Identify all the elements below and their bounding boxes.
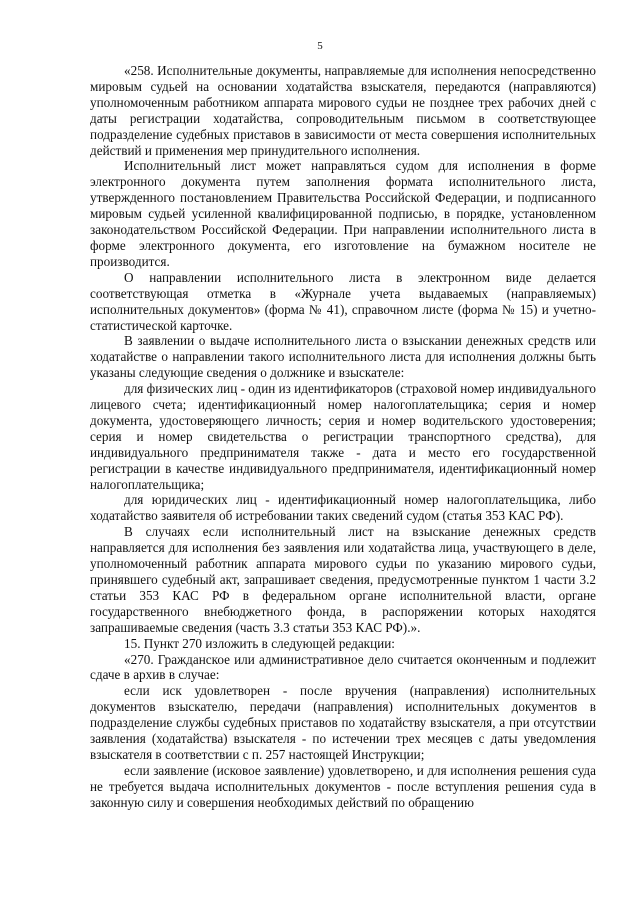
paragraph-individuals: для физических лиц - один из идентификаторов (страховой номер индивидуального лицевого счета; идентификационный номер налогоплательщика; серия и номер документа, удостоверяющего личность; серия и номер водительского удостоверения; серия и номер свидетельства о регистрации транспортного средства), для индивидуального предпринимателя также - дата и место его государственной регистрации в качестве индивидуального предпринимателя, идентификационный номер налогоплательщика; [90,381,596,492]
paragraph-258: «258. Исполнительные документы, направляемые для исполнения непосредственно мировым судьей на основании ходатайства взыскателя, передаются (направляются) уполномоченным работником аппарата мирового судьи не позднее трех рабочих дней с даты регистрации ходатайства, сопроводительным письмом в соответствующее подразделение судебных приставов в зависимости от места совершения исполнительных действий и применения мер принудительного исполнения. [90,63,596,158]
page-number: 5 [317,40,323,52]
paragraph-claim-satisfied: если иск удовлетворен - после вручения (направления) исполнительных документов взыскателю, передачи (направления) исполнительных документов в подразделение службы судебных приставов по ходатайству взыскателя, а при отсутствии заявления (ходатайства) взыскателя - по истечении трех месяцев с даты уведомления взыскателя в соответствии с п. 257 настоящей Инструкции; [90,683,596,762]
paragraph-electronic-writ: Исполнительный лист может направляться судом для исполнения в форме электронного документа путем заполнения формата исполнительного листа, утвержденного постановлением Правительства Российской Федерации, и подписанного мировым судьей усиленной квалифицированной подписью, в порядке, установленном законодательством Российской Федерации. При направлении исполнительного листа в форме электронного документа, его изготовление на бумажном носителе не производится. [90,158,596,269]
paragraph-no-writ-required: если заявление (исковое заявление) удовлетворено, и для исполнения решения суда не требуется выдача исполнительных документов - после вступления решения суда в законную силу и совершения необходимых действий по обращению [90,762,596,810]
paragraph-without-application: В случаях если исполнительный лист на взыскание денежных средств направляется для исполнения без заявления или ходатайства лица, участвующего в деле, уполномоченный работник аппарата мирового судьи по указанию мирового судьи, принявшего судебный акт, запрашивает сведения, предусмотренные пунктом 1 части 3.2 статьи 353 КАС РФ в федеральном органе исполнительной власти, органе государственного внебюджетного фонда, в распоряжении которых находятся запрашиваемые сведения (часть 3.3 статьи 353 КАС РФ).». [90,524,596,635]
document-body [90,63,596,811]
paragraph-legal-entities: для юридических лиц - идентификационный номер налогоплательщика, либо ходатайство заявителя об истребовании таких сведений судом (статья 353 КАС РФ). [90,492,596,524]
paragraph-item-15: 15. Пункт 270 изложить в следующей редакции: [124,635,395,651]
paragraph-application-details: В заявлении о выдаче исполнительного листа о взыскании денежных средств или ходатайстве о направлении такого исполнительного листа для исполнения должны быть указаны следующие сведения о должнике и взыскателе: [90,333,596,381]
paragraph-270: «270. Гражданское или административное дело считается оконченным и подлежит сдаче в архив в случае: [90,651,596,683]
paragraph-electronic-mark: О направлении исполнительного листа в электронном виде делается соответствующая отметка в «Журнале учета выдаваемых (направляемых) исполнительных документов» (форма № 41), справочном листе (форма № 15) и учетно-статистической карточке. [90,269,596,333]
